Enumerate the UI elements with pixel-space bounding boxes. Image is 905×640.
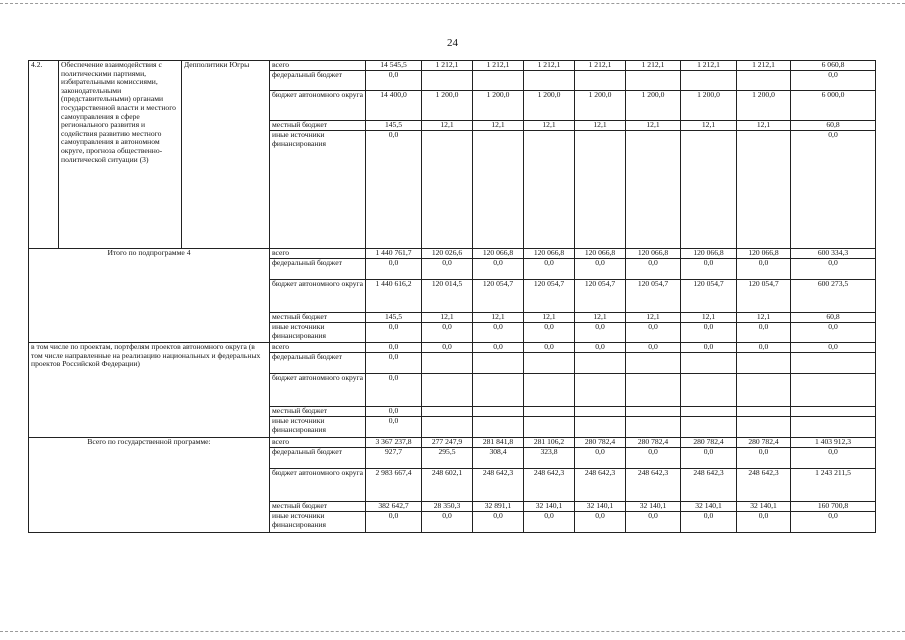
value-cell: 0,0 (681, 343, 737, 353)
projects-subset-label: в том числе по проектам, портфелям проектов автономного округа (в том числе направленные на реализацию национальных и федеральных проектов Российской Федерации) (29, 343, 270, 438)
value-cell (575, 374, 626, 407)
value-cell: 1 200,0 (626, 91, 681, 121)
value-cell: 295,5 (422, 448, 473, 469)
value-cell: 1 212,1 (575, 61, 626, 71)
value-cell: 1 200,0 (422, 91, 473, 121)
value-cell: 248 642,3 (524, 469, 575, 502)
value-cell: 120 054,7 (681, 280, 737, 313)
value-cell: 248 602,1 (422, 469, 473, 502)
value-cell: 0,0 (626, 512, 681, 533)
value-cell: 0,0 (626, 448, 681, 469)
value-cell: 0,0 (575, 343, 626, 353)
value-cell: 120 054,7 (575, 280, 626, 313)
value-cell: 1 440 616,2 (366, 280, 422, 313)
value-cell: 280 782,4 (626, 438, 681, 448)
value-cell (473, 131, 524, 249)
funding-source-federal: федеральный бюджет (270, 353, 366, 374)
value-cell: 0,0 (366, 407, 422, 417)
value-cell: 0,0 (737, 323, 791, 343)
value-cell-total: 0,0 (791, 343, 876, 353)
value-cell: 0,0 (681, 512, 737, 533)
value-cell: 120 066,8 (737, 249, 791, 259)
value-cell (422, 417, 473, 438)
value-cell (473, 407, 524, 417)
value-cell: 120 054,7 (524, 280, 575, 313)
funding-source-other: иные источники финансирования (270, 131, 366, 249)
funding-source-federal: федеральный бюджет (270, 71, 366, 91)
value-cell: 1 212,1 (737, 61, 791, 71)
value-cell: 280 782,4 (681, 438, 737, 448)
value-cell-total: 0,0 (791, 259, 876, 280)
value-cell (626, 417, 681, 438)
value-cell: 281 841,8 (473, 438, 524, 448)
executor: Депполитики Югры (182, 61, 270, 249)
value-cell: 0,0 (681, 259, 737, 280)
value-cell-total (791, 353, 876, 374)
value-cell: 248 642,3 (681, 469, 737, 502)
value-cell: 12,1 (737, 313, 791, 323)
value-cell: 0,0 (473, 343, 524, 353)
value-cell: 12,1 (737, 121, 791, 131)
value-cell: 1 212,1 (626, 61, 681, 71)
value-cell: 120 054,7 (473, 280, 524, 313)
value-cell: 1 212,1 (524, 61, 575, 71)
funding-source-local: местный бюджет (270, 121, 366, 131)
value-cell (422, 131, 473, 249)
value-cell: 927,7 (366, 448, 422, 469)
value-cell-total (791, 374, 876, 407)
scan-edge-bottom (0, 631, 905, 632)
value-cell: 12,1 (575, 121, 626, 131)
funding-source-okrug: бюджет автономного округа (270, 91, 366, 121)
value-cell: 0,0 (366, 71, 422, 91)
budget-table (28, 60, 876, 533)
value-cell: 120 066,8 (575, 249, 626, 259)
value-cell: 0,0 (737, 448, 791, 469)
value-cell: 12,1 (681, 313, 737, 323)
value-cell: 1 200,0 (737, 91, 791, 121)
value-cell (422, 407, 473, 417)
value-cell: 12,1 (422, 121, 473, 131)
value-cell (422, 374, 473, 407)
value-cell-total: 600 273,5 (791, 280, 876, 313)
funding-source-federal: федеральный бюджет (270, 448, 366, 469)
value-cell-total: 60,8 (791, 313, 876, 323)
value-cell: 323,8 (524, 448, 575, 469)
value-cell: 248 642,3 (626, 469, 681, 502)
value-cell: 0,0 (575, 323, 626, 343)
value-cell: 120 014,5 (422, 280, 473, 313)
value-cell (473, 71, 524, 91)
subprogram-4-total-row-all (29, 249, 876, 259)
value-cell-total: 0,0 (791, 323, 876, 343)
value-cell (737, 374, 791, 407)
value-cell: 12,1 (626, 313, 681, 323)
value-cell-total: 0,0 (791, 448, 876, 469)
value-cell: 145,5 (366, 121, 422, 131)
funding-source-okrug: бюджет автономного округа (270, 280, 366, 313)
value-cell: 0,0 (422, 259, 473, 280)
value-cell: 0,0 (366, 343, 422, 353)
funding-source-other: иные источники финансирования (270, 323, 366, 343)
subprogram-4-total-label: Итого по подпрограмме 4 (29, 249, 270, 343)
value-cell (737, 407, 791, 417)
value-cell: 248 642,3 (737, 469, 791, 502)
value-cell (473, 417, 524, 438)
value-cell (524, 407, 575, 417)
value-cell: 120 066,8 (524, 249, 575, 259)
value-cell: 0,0 (681, 448, 737, 469)
value-cell: 0,0 (524, 323, 575, 343)
value-cell: 0,0 (575, 259, 626, 280)
value-cell: 0,0 (473, 323, 524, 343)
value-cell: 308,4 (473, 448, 524, 469)
value-cell: 1 212,1 (681, 61, 737, 71)
value-cell: 248 642,3 (575, 469, 626, 502)
value-cell: 12,1 (524, 313, 575, 323)
value-cell: 120 066,8 (626, 249, 681, 259)
value-cell: 120 054,7 (737, 280, 791, 313)
value-cell (575, 417, 626, 438)
value-cell: 12,1 (575, 313, 626, 323)
value-cell: 0,0 (626, 343, 681, 353)
funding-source-local: местный бюджет (270, 502, 366, 512)
value-cell-total: 6 060,8 (791, 61, 876, 71)
value-cell: 0,0 (366, 417, 422, 438)
value-cell: 12,1 (473, 313, 524, 323)
value-cell: 1 200,0 (473, 91, 524, 121)
value-cell (626, 374, 681, 407)
value-cell-total: 0,0 (791, 512, 876, 533)
value-cell: 145,5 (366, 313, 422, 323)
value-cell-total: 0,0 (791, 131, 876, 249)
value-cell: 12,1 (422, 313, 473, 323)
value-cell (681, 131, 737, 249)
funding-source-other: иные источники финансирования (270, 417, 366, 438)
value-cell: 0,0 (422, 512, 473, 533)
value-cell: 32 140,1 (524, 502, 575, 512)
value-cell: 0,0 (366, 374, 422, 407)
value-cell (626, 353, 681, 374)
program-total-row-all (29, 438, 876, 448)
value-cell: 0,0 (575, 512, 626, 533)
value-cell-total (791, 417, 876, 438)
value-cell (681, 374, 737, 407)
value-cell: 0,0 (737, 259, 791, 280)
value-cell: 1 212,1 (473, 61, 524, 71)
value-cell (681, 417, 737, 438)
value-cell (626, 407, 681, 417)
value-cell (626, 71, 681, 91)
value-cell: 0,0 (626, 323, 681, 343)
value-cell: 0,0 (366, 512, 422, 533)
value-cell: 1 200,0 (681, 91, 737, 121)
funding-source-okrug: бюджет автономного округа (270, 469, 366, 502)
row-4-2-row-all (29, 61, 876, 71)
funding-source-all: всего (270, 61, 366, 71)
value-cell-total (791, 407, 876, 417)
value-cell: 0,0 (626, 259, 681, 280)
value-cell: 0,0 (366, 259, 422, 280)
value-cell: 382 642,7 (366, 502, 422, 512)
funding-source-okrug: бюджет автономного округа (270, 374, 366, 407)
value-cell: 1 440 761,7 (366, 249, 422, 259)
value-cell-total: 600 334,3 (791, 249, 876, 259)
value-cell: 280 782,4 (575, 438, 626, 448)
value-cell: 32 140,1 (737, 502, 791, 512)
funding-source-all: всего (270, 249, 366, 259)
funding-source-local: местный бюджет (270, 407, 366, 417)
funding-source-other: иные источники финансирования (270, 512, 366, 533)
value-cell (575, 71, 626, 91)
activity-number: 4.2. (29, 61, 59, 249)
value-cell: 120 026,6 (422, 249, 473, 259)
value-cell (681, 407, 737, 417)
value-cell: 2 983 667,4 (366, 469, 422, 502)
value-cell: 32 891,1 (473, 502, 524, 512)
value-cell (626, 131, 681, 249)
value-cell (524, 71, 575, 91)
value-cell: 1 212,1 (422, 61, 473, 71)
value-cell: 0,0 (524, 259, 575, 280)
value-cell: 248 642,3 (473, 469, 524, 502)
value-cell: 14 400,0 (366, 91, 422, 121)
value-cell: 0,0 (737, 512, 791, 533)
value-cell (524, 417, 575, 438)
value-cell (524, 374, 575, 407)
value-cell-total: 60,8 (791, 121, 876, 131)
value-cell (737, 353, 791, 374)
value-cell (473, 374, 524, 407)
value-cell: 12,1 (626, 121, 681, 131)
value-cell: 0,0 (473, 512, 524, 533)
value-cell-total: 160 700,8 (791, 502, 876, 512)
value-cell: 12,1 (473, 121, 524, 131)
value-cell (681, 71, 737, 91)
value-cell: 0,0 (473, 259, 524, 280)
value-cell (681, 353, 737, 374)
value-cell (737, 417, 791, 438)
value-cell: 0,0 (366, 353, 422, 374)
value-cell-total: 6 000,0 (791, 91, 876, 121)
activity-name: Обеспечение взаимодействия с политическими партиями, избирательными комиссиями, законодательными (представительными) органами государственной власти и местного самоуправления в сфере регионального развития и содействия развитию местного самоуправления в автономном округе, прогноза общественно-политической ситуации (3) (59, 61, 182, 249)
value-cell (422, 353, 473, 374)
value-cell (737, 71, 791, 91)
value-cell: 14 545,5 (366, 61, 422, 71)
funding-source-all: всего (270, 438, 366, 448)
funding-source-local: местный бюджет (270, 313, 366, 323)
value-cell: 0,0 (524, 512, 575, 533)
page-number: 24 (447, 37, 458, 49)
value-cell: 28 350,3 (422, 502, 473, 512)
value-cell: 12,1 (681, 121, 737, 131)
value-cell: 0,0 (524, 343, 575, 353)
value-cell (524, 131, 575, 249)
value-cell (575, 353, 626, 374)
value-cell: 120 066,8 (473, 249, 524, 259)
value-cell: 280 782,4 (737, 438, 791, 448)
value-cell: 0,0 (366, 323, 422, 343)
value-cell: 32 140,1 (575, 502, 626, 512)
value-cell: 0,0 (737, 343, 791, 353)
value-cell: 32 140,1 (626, 502, 681, 512)
value-cell-total: 1 403 912,3 (791, 438, 876, 448)
value-cell: 1 200,0 (524, 91, 575, 121)
value-cell: 1 200,0 (575, 91, 626, 121)
program-total-label: Всего по государственной программе: (29, 438, 270, 533)
value-cell (737, 131, 791, 249)
value-cell-total: 0,0 (791, 71, 876, 91)
value-cell (575, 131, 626, 249)
value-cell: 120 054,7 (626, 280, 681, 313)
value-cell: 12,1 (524, 121, 575, 131)
value-cell: 277 247,9 (422, 438, 473, 448)
value-cell: 0,0 (422, 343, 473, 353)
value-cell: 0,0 (575, 448, 626, 469)
value-cell (422, 71, 473, 91)
value-cell (524, 353, 575, 374)
projects-subset-row-all (29, 343, 876, 353)
scan-edge-top (0, 3, 905, 4)
value-cell: 0,0 (366, 131, 422, 249)
value-cell: 32 140,1 (681, 502, 737, 512)
funding-source-federal: федеральный бюджет (270, 259, 366, 280)
value-cell: 3 367 237,8 (366, 438, 422, 448)
value-cell: 120 066,8 (681, 249, 737, 259)
value-cell: 281 106,2 (524, 438, 575, 448)
funding-source-all: всего (270, 343, 366, 353)
value-cell-total: 1 243 211,5 (791, 469, 876, 502)
value-cell: 0,0 (422, 323, 473, 343)
value-cell (575, 407, 626, 417)
value-cell: 0,0 (681, 323, 737, 343)
value-cell (473, 353, 524, 374)
